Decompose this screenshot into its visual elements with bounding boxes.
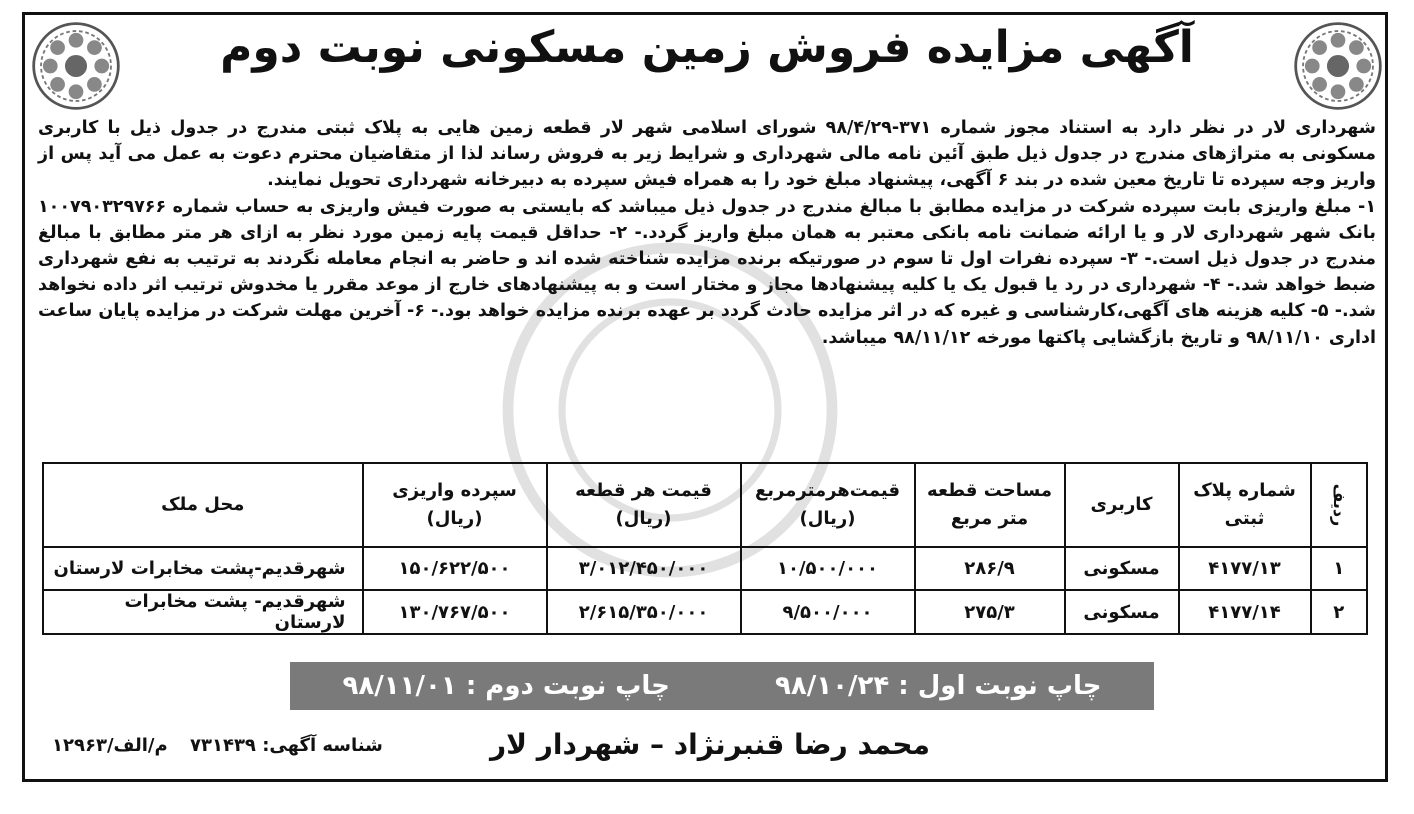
cell-row: ۲ bbox=[1311, 590, 1367, 634]
cell-plate: ۴۱۷۷/۱۳ bbox=[1179, 547, 1311, 590]
col-header-plate: شماره پلاک ثبتی bbox=[1179, 463, 1311, 547]
cell-deposit: ۱۵۰/۶۲۲/۵۰۰ bbox=[363, 547, 547, 590]
cell-price-total: ۳/۰۱۲/۴۵۰/۰۰۰ bbox=[547, 547, 741, 590]
cell-location: شهرقدیم-پشت مخابرات لارستان bbox=[43, 547, 363, 590]
cell-area: ۲۸۶/۹ bbox=[915, 547, 1065, 590]
col-header-price-total: قیمت هر قطعه (ریال) bbox=[547, 463, 741, 547]
cell-usage: مسکونی bbox=[1065, 547, 1179, 590]
col-header-row: ردیف bbox=[1311, 463, 1367, 547]
print-dates-bar bbox=[290, 662, 1154, 710]
cell-usage: مسکونی bbox=[1065, 590, 1179, 634]
mayor-signature: محمد رضا قنبرنژاد – شهردار لار bbox=[490, 728, 930, 761]
col-header-usage: کاربری bbox=[1065, 463, 1179, 547]
cell-row: ۱ bbox=[1311, 547, 1367, 590]
property-table bbox=[42, 462, 1368, 635]
cell-deposit: ۱۳۰/۷۶۷/۵۰۰ bbox=[363, 590, 547, 634]
cell-price-total: ۲/۶۱۵/۳۵۰/۰۰۰ bbox=[547, 590, 741, 634]
col-header-location: محل ملک bbox=[43, 463, 363, 547]
first-print-date: چاپ نوبت اول : ۹۸/۱۰/۲۴ bbox=[775, 671, 1102, 701]
ad-id: شناسه آگهی: ۷۳۱۴۳۹ bbox=[190, 735, 383, 756]
ad-code: م/الف/۱۲۹۶۳ bbox=[52, 735, 168, 756]
cell-location: شهرقدیم- پشت مخابرات لارستان bbox=[43, 590, 363, 634]
municipality-emblem-icon bbox=[30, 20, 122, 112]
page-title: آگهی مزایده فروش زمین مسکونی نوبت دوم bbox=[220, 22, 1194, 73]
table-row bbox=[43, 590, 1367, 634]
cell-plate: ۴۱۷۷/۱۴ bbox=[1179, 590, 1311, 634]
announcement-body bbox=[38, 115, 1376, 351]
table-header-row bbox=[43, 463, 1367, 547]
conditions-paragraph: ۱- مبلغ واریزی بابت سپرده شرکت در مزایده مطابق با مبالغ مندرج در جدول ذیل میباشد که بایستی به صورت فیش واریزی به حساب شماره ۱۰۰۷۹۰۳۲۹۷۶۶ بانک شهر شهرداری لار و یا ارائه ضمانت نامه بانکی معتبر به همان مبلغ واریز گردد.- ۲- حداقل قیمت پایه زمین مورد نظر به ازای هر متر مطابق با مبالغ مندرج در جدول ذیل است.- ۳- سپرده نفرات اول تا سوم در صورتیکه برنده مزایده شناخته شده اند و حاضر به انجام معامله نگردند به ترتیب به نفع شهرداری ضبط خواهد شد.- ۴- شهرداری در رد یا قبول یک یا کلیه پیشنهادها مجاز و مختار است و به پیشنهادهای خارج از موعد مقرر یا مخدوش ترتیب اثر داده نخواهد شد.- ۵- کلیه هزینه های آگهی،کارشناسی و غیره که در اثر مزایده حادث گردد بر عهده برنده مزایده خواهد بود.- ۶- آخرین مهلت شرکت در مزایده پایان ساعت اداری ۹۸/۱۱/۱۰ و تاریخ بازگشایی پاکتها مورخه ۹۸/۱۱/۱۲ میباشد. bbox=[38, 196, 1377, 348]
municipality-emblem-icon bbox=[1292, 20, 1384, 112]
col-header-price-per-meter: قیمت‌هرمترمربع (ریال) bbox=[741, 463, 915, 547]
intro-paragraph: شهرداری لار در نظر دارد به استناد مجوز شماره ۳۷۱-۹۸/۴/۲۹ شورای اسلامی شهر لار قطعه زمین هایی به پلاک ثبتی مندرج در جدول ذیل با کاربری مسکونی به متراژهای مندرج در جدول ذیل طبق آئین نامه مالی شهرداری و شرایط زیر به فروش رساند لذا از متقاضیان محترم دعوت به عمل می آید پس از واریز وجه سپرده تا تاریخ معین شده در بند ۶ آگهی، پیشنهاد مبلغ خود را به همراه فیش سپرده به دبیرخانه شهرداری تحویل نمایند. bbox=[38, 118, 1376, 191]
table-row bbox=[43, 547, 1367, 590]
cell-price-per-meter: ۱۰/۵۰۰/۰۰۰ bbox=[741, 547, 915, 590]
cell-area: ۲۷۵/۳ bbox=[915, 590, 1065, 634]
second-print-date: چاپ نوبت دوم : ۹۸/۱۱/۰۱ bbox=[342, 671, 670, 701]
cell-price-per-meter: ۹/۵۰۰/۰۰۰ bbox=[741, 590, 915, 634]
col-header-deposit: سپرده واریزی (ریال) bbox=[363, 463, 547, 547]
col-header-area: مساحت قطعه متر مربع bbox=[915, 463, 1065, 547]
